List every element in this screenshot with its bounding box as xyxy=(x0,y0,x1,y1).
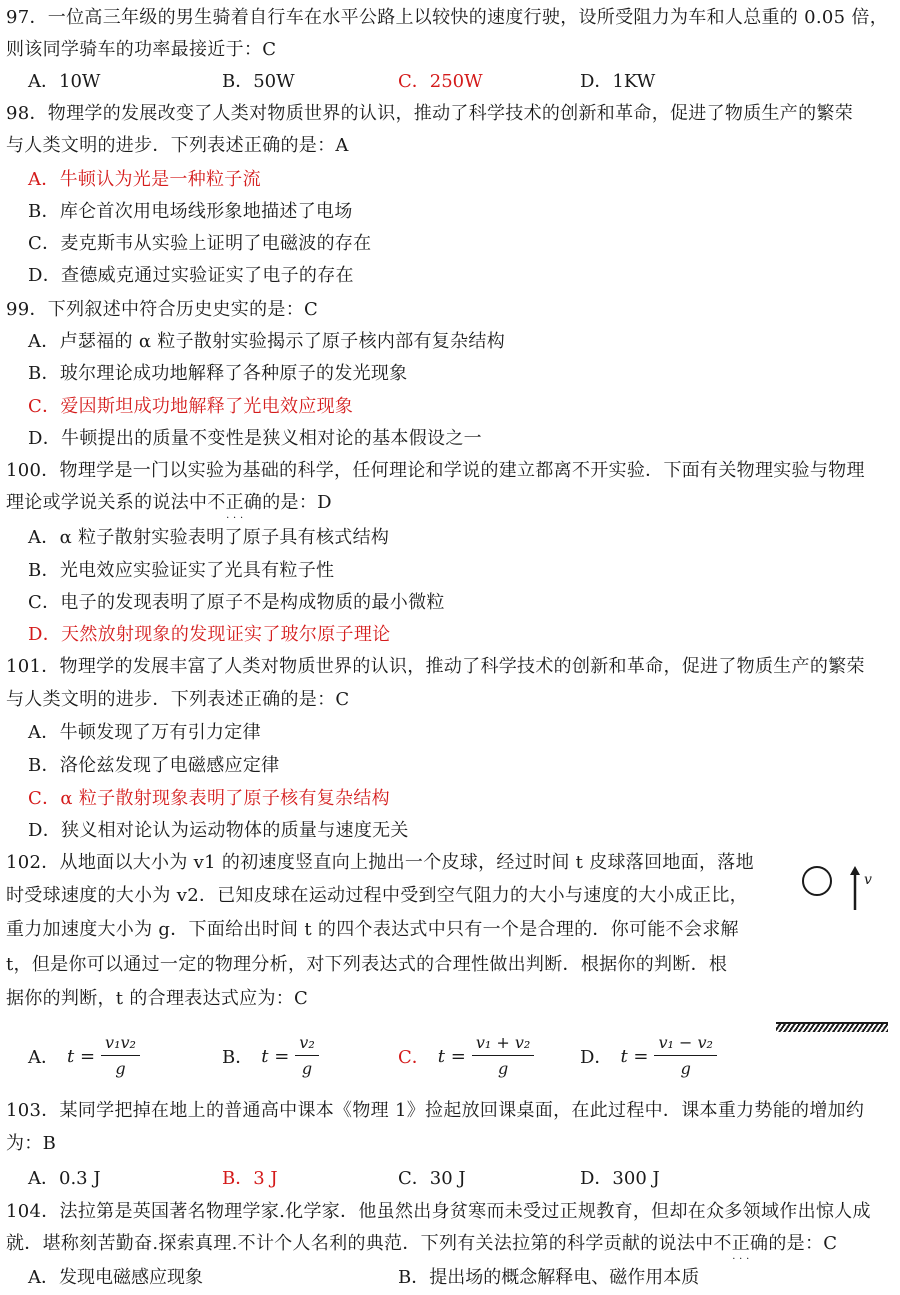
q102-option-d-var: t = xyxy=(620,1045,649,1067)
ball-icon xyxy=(802,866,832,896)
q102-stem-line4: t，但是你可以通过一定的物理分析，对下列表达式的合理性做出判断．根据你的判断．根 xyxy=(6,954,728,975)
q104-option-a: A．发现电磁感应现象 xyxy=(28,1267,203,1288)
q103-option-d: D．300 J xyxy=(580,1168,660,1189)
q98-stem-line1: 98．物理学的发展改变了人类对物质世界的认识，推动了科学技术的创新和革命，促进了物质生产的繁荣 xyxy=(6,103,853,124)
q102-option-b-var: t = xyxy=(261,1045,290,1067)
q104-stem-line2-post: 的是：C xyxy=(768,1233,838,1254)
q102-stem-line3: 重力加速度大小为 g．下面给出时间 t 的四个表达式中只有一个是合理的．你可能不会求解 xyxy=(6,919,739,940)
q98-stem-line2: 与人类文明的进步．下列表述正确的是：A xyxy=(6,135,349,156)
q102-stem-line5: 据你的判断，t 的合理表达式应为：C xyxy=(6,988,309,1009)
q102-option-a xyxy=(28,1024,140,1088)
q102-option-c-denominator: g xyxy=(497,1058,509,1078)
q102-option-d-letter: D． xyxy=(580,1047,613,1068)
q101-option-c: C．α 粒子散射现象表明了原子核有复杂结构 xyxy=(28,788,390,809)
q102-option-b-letter: B． xyxy=(222,1047,254,1068)
q102-option-a-numerator: v₁v₂ xyxy=(101,1033,140,1056)
q102-option-d-numerator: v₁ − v₂ xyxy=(654,1033,716,1056)
q102-option-c-fraction xyxy=(472,1033,534,1080)
q102-option-a-fraction xyxy=(101,1033,140,1080)
velocity-label: v xyxy=(864,872,872,888)
q103-stem-line1: 103．某同学把掉在地上的普通高中课本《物理 1》捡起放回课桌面，在此过程中．课本重力势能的增加约 xyxy=(6,1100,865,1121)
q102-option-b xyxy=(222,1024,319,1088)
q100-stem-line1: 100．物理学是一门以实验为基础的科学，任何理论和学说的建立都离不开实验．下面有关物理实验与物理 xyxy=(6,460,865,481)
q104-options xyxy=(0,1262,900,1294)
q99-option-c: C．爱因斯坦成功地解释了光电效应现象 xyxy=(28,396,354,417)
q97-option-a: A．10W xyxy=(28,71,101,92)
q102-option-a-var: t = xyxy=(67,1045,96,1067)
q98-option-b: B．库仑首次用电场线形象地描述了电场 xyxy=(28,201,353,222)
q100-option-a: A．α 粒子散射实验表明了原子具有核式结构 xyxy=(28,527,390,548)
q98-option-a: A．牛顿认为光是一种粒子流 xyxy=(28,169,261,190)
q99-option-a: A．卢瑟福的 α 粒子散射实验揭示了原子核内部有复杂结构 xyxy=(28,331,505,352)
q97-option-d: D．1KW xyxy=(580,71,656,92)
q102-option-d-denominator: g xyxy=(680,1058,691,1078)
q100-stem-line2-pre: 理论或学说关系的说法中 xyxy=(6,492,208,513)
q102-option-b-denominator: g xyxy=(301,1058,313,1078)
emphasis-dots-icon: · · · xyxy=(732,1254,750,1265)
q102-stem-line2: 时受球速度的大小为 v2．已知皮球在运动过程中受到空气阻力的大小与速度的大小成正比， xyxy=(6,885,748,906)
q100-option-c: C．电子的发现表明了原子不是构成物质的最小微粒 xyxy=(28,592,445,613)
q97-stem-line2: 则该同学骑车的功率最接近于：C xyxy=(6,39,277,60)
q102-option-b-numerator: v₂ xyxy=(295,1033,318,1056)
q101-option-a: A．牛顿发现了万有引力定律 xyxy=(28,722,261,743)
q102-option-d xyxy=(580,1024,717,1088)
q100-stem-line2-post: 的是：D xyxy=(262,492,332,513)
q100-option-b: B．光电效应实验证实了光具有粒子性 xyxy=(28,560,335,581)
q104-stem-line2-pre: 就．堪称刻苦勤奋.探索真理.不计个人名利的典范．下列有关法拉第的科学贡献的说法中 xyxy=(6,1233,714,1254)
q104-emphasis-text: 不正确 xyxy=(713,1233,769,1254)
emphasis-dots-icon: · · · xyxy=(226,513,244,524)
q103-stem-line2: 为：B xyxy=(6,1133,57,1154)
q102-options xyxy=(0,1024,900,1088)
q98-option-d: D．查德威克通过实验证实了电子的存在 xyxy=(28,265,354,286)
q102-option-a-letter: A． xyxy=(28,1047,59,1068)
q99-option-b: B．玻尔理论成功地解释了各种原子的发光现象 xyxy=(28,363,408,384)
q103-option-c: C．30 J xyxy=(398,1168,466,1189)
q99-stem-line1: 99．下列叙述中符合历史史实的是：C xyxy=(6,299,319,320)
q102-option-a-denominator: g xyxy=(115,1058,126,1078)
q100-stem-line2 xyxy=(0,487,900,524)
q100-emphasis-not-correct xyxy=(207,492,263,524)
q101-stem-line2: 与人类文明的进步．下列表述正确的是：C xyxy=(6,689,350,710)
q103-option-a: A．0.3 J xyxy=(28,1168,101,1189)
q103-options xyxy=(0,1163,900,1195)
q101-option-d: D．狭义相对论认为运动物体的质量与速度无关 xyxy=(28,820,409,841)
q98-option-c: C．麦克斯韦从实验上证明了电磁波的存在 xyxy=(28,233,372,254)
q102-option-d-fraction xyxy=(654,1033,716,1080)
q97-stem-line1: 97．一位高三年级的男生骑着自行车在水平公路上以较快的速度行驶，设所受阻力为车和人总重的 0.05 倍， xyxy=(6,7,889,28)
q97-options xyxy=(0,66,900,98)
q104-stem-line1: 104．法拉第是英国著名物理学家.化学家．他虽然出身贫寒而未受过正规教育，但却在众多领域作出惊人成 xyxy=(6,1201,871,1222)
q102-option-c-letter: C． xyxy=(398,1047,430,1068)
q100-option-d: D．天然放射现象的发现证实了玻尔原子理论 xyxy=(28,624,391,645)
q102-option-c-numerator: v₁ + v₂ xyxy=(472,1033,534,1056)
q102-option-b-fraction xyxy=(295,1033,318,1080)
up-arrow-icon xyxy=(848,866,862,910)
q100-emphasis-text: 不正确 xyxy=(207,492,263,513)
q104-stem-line2 xyxy=(0,1228,900,1265)
q97-option-b: B．50W xyxy=(222,71,295,92)
q97-option-c: C．250W xyxy=(398,71,483,92)
q99-option-d: D．牛顿提出的质量不变性是狭义相对论的基本假设之一 xyxy=(28,428,482,449)
q104-option-b: B．提出场的概念解释电、磁作用本质 xyxy=(398,1267,700,1288)
q104-emphasis-not-correct xyxy=(713,1233,769,1265)
q102-option-c xyxy=(398,1024,534,1088)
q102-option-c-var: t = xyxy=(437,1045,466,1067)
q102-stem-line1: 102．从地面以大小为 v1 的初速度竖直向上抛出一个皮球，经过时间 t 皮球落回地面，落地 xyxy=(6,852,754,873)
q101-stem-line1: 101．物理学的发展丰富了人类对物质世界的认识，推动了科学技术的创新和革命，促进了物质生产的繁荣 xyxy=(6,656,865,677)
q103-option-b: B．3 J xyxy=(222,1168,278,1189)
q101-option-b: B．洛伦兹发现了电磁感应定律 xyxy=(28,755,280,776)
